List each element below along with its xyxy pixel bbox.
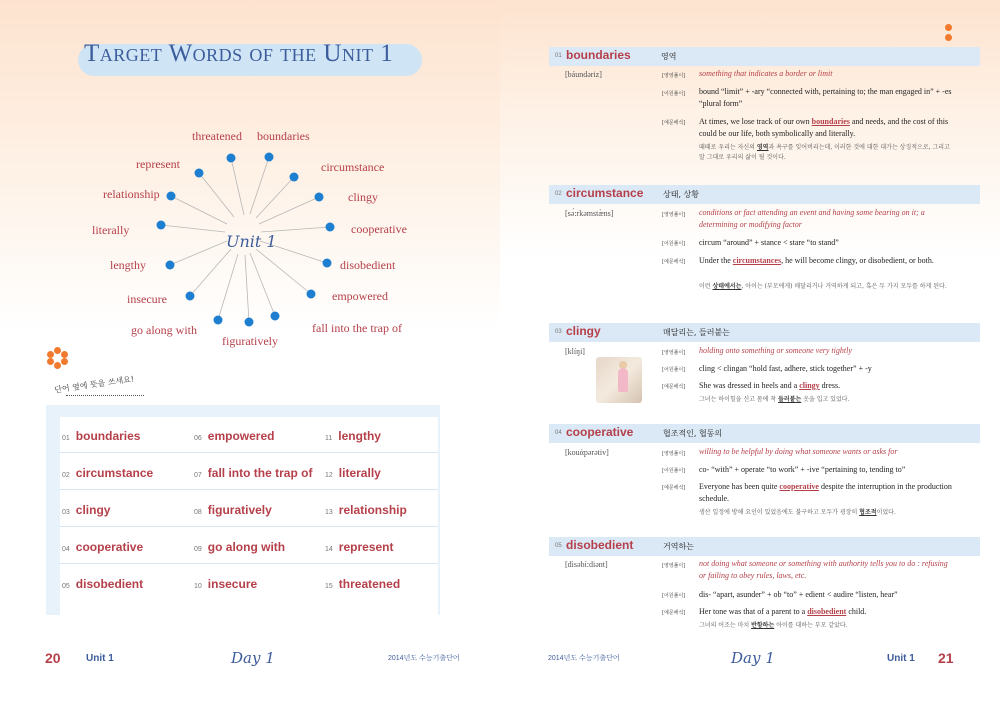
entry-korean: 매달리는, 들러붙는 <box>663 328 730 337</box>
wheel-dot <box>195 169 204 178</box>
wheel-word: cooperative <box>351 222 407 236</box>
tag-example: [예문해석] <box>662 610 686 616</box>
tag-example: [예문해석] <box>662 384 686 390</box>
example-sentence: At times, we lose track of our own boundaries and needs, and the cost of this could be our life, both symbolically and literally. <box>699 117 949 138</box>
wheel-dot <box>290 173 299 182</box>
wheel-word: threatened <box>192 129 242 143</box>
page-number: 21 <box>938 650 954 666</box>
example-translation: 이런 상태에서는, 아이는 (부모에게) 매달리거나 거역하게 되고, 혹은 두 가지 모두를 하게 된다. <box>699 283 947 290</box>
wheel-word: fall into the trap of <box>312 321 402 335</box>
wheel-dot <box>227 154 236 163</box>
word-item: 15 threatened <box>325 577 401 591</box>
word-item: 10 insecure <box>194 577 258 591</box>
entry-header <box>549 47 980 66</box>
entry-header <box>549 424 980 443</box>
entry-word: boundaries <box>566 48 631 62</box>
entry-korean: 상태, 상황 <box>663 190 699 199</box>
word-item: 03 clingy <box>62 503 111 517</box>
tag-definition: [영영풀이] <box>662 212 686 218</box>
word-item: 06 empowered <box>194 429 275 443</box>
example-translation: 생산 일정에 방해 요인이 있었음에도 불구하고 모두가 굉장히 협조적이었다. <box>699 509 896 516</box>
example-sentence: Under the circumstances, he will become clingy, or disobedient, or both. <box>699 256 934 265</box>
entry-korean: 거역하는 <box>663 542 694 551</box>
example-translation: 그녀는 하이힐을 신고 몸에 착 들러붙는 옷을 입고 있었다. <box>699 396 850 403</box>
word-wheel <box>0 0 500 380</box>
footer-book-title: 2014년도 수능기출단어 <box>548 655 620 662</box>
etymology: cling < clingan “hold fast, adhere, stick together” + -y <box>699 364 872 373</box>
word-item: 07 fall into the trap of <box>194 466 313 480</box>
word-item: 05 disobedient <box>62 577 144 591</box>
entry-word: cooperative <box>566 425 634 439</box>
footer-day: Day 1 <box>731 649 775 667</box>
footer-unit: Unit 1 <box>887 653 915 664</box>
tag-definition: [영영풀이] <box>662 350 686 356</box>
instruction-text: 단어 옆에 뜻을 쓰세요! <box>53 374 135 395</box>
word-list-row <box>60 417 438 453</box>
footer-day: Day 1 <box>231 649 275 667</box>
pronunciation: [sə́:rkəmstæ̀ns] <box>565 209 614 218</box>
entry-header <box>549 323 980 342</box>
wheel-word: clingy <box>348 190 378 204</box>
pronunciation: [kouάpərətiv] <box>565 448 609 457</box>
wheel-word: figuratively <box>222 334 278 348</box>
example-translation: 그녀의 어조는 마치 반항하는 아이를 대하는 부모 같았다. <box>699 622 848 629</box>
wheel-word: literally <box>92 223 130 237</box>
word-item: 04 cooperative <box>62 540 144 554</box>
entry-header <box>549 185 980 204</box>
entry-number: 04 <box>555 430 562 436</box>
wheel-word: circumstance <box>321 160 385 174</box>
entry-number: 03 <box>555 329 562 335</box>
tag-etymology: [어원풀이] <box>662 468 686 474</box>
wheel-dot <box>326 223 335 232</box>
tag-example: [예문해석] <box>662 485 686 491</box>
definition: something that indicates a border or limit <box>699 69 833 78</box>
footer-unit: Unit 1 <box>86 653 114 664</box>
word-item: 08 figuratively <box>194 503 272 517</box>
page-title: Target Words of the Unit 1 <box>84 40 394 67</box>
wheel-dot <box>167 192 176 201</box>
word-list-row <box>60 528 438 564</box>
pronunciation: [báundəriz] <box>565 70 602 79</box>
word-item: 11 lengthy <box>325 429 381 443</box>
wheel-dot <box>265 153 274 162</box>
wheel-dot <box>323 259 332 268</box>
example-sentence: Everyone has been quite cooperative despite the interruption in the production schedule. <box>699 482 952 503</box>
definition: not doing what someone or something with authority tells you to do : refusing or failing to obey rules, laws, etc. <box>699 559 948 580</box>
photo-figure-dress <box>618 368 628 392</box>
entry-korean: 영역 <box>661 52 677 61</box>
wheel-dot <box>157 221 166 230</box>
pronunciation: [klíŋi] <box>565 347 585 356</box>
etymology: co- “with” + operate “to work” + -ive “pertaining to, tending to” <box>699 465 906 474</box>
entry-number: 05 <box>555 543 562 549</box>
entry-number: 02 <box>555 191 562 197</box>
wheel-word: boundaries <box>257 129 310 143</box>
entry-word: circumstance <box>566 186 644 200</box>
tag-etymology: [어원풀이] <box>662 367 686 373</box>
footer-book-title: 2014년도 수능기출단어 <box>388 655 460 662</box>
wheel-word: lengthy <box>110 258 146 272</box>
tag-etymology: [어원풀이] <box>662 91 686 97</box>
wheel-word: relationship <box>103 187 160 201</box>
word-list-row <box>60 565 438 600</box>
wheel-center-label: Unit 1 <box>226 232 277 251</box>
tag-etymology: [어원풀이] <box>662 593 686 599</box>
tag-definition: [영영풀이] <box>662 451 686 457</box>
word-item: 02 circumstance <box>62 466 154 480</box>
wheel-word: disobedient <box>340 258 396 272</box>
wheel-dot <box>214 316 223 325</box>
entry-word: clingy <box>566 324 601 338</box>
wheel-dot <box>166 261 175 270</box>
entry-number: 01 <box>555 53 562 59</box>
example-sentence: Her tone was that of a parent to a disobedient child. <box>699 607 867 616</box>
etymology: bound “limit” + -ary “connected with, pertaining to; the man engaged in” + -es “plural form” <box>699 87 952 108</box>
tag-etymology: [어원풀이] <box>662 241 686 247</box>
word-item: 01 boundaries <box>62 429 141 443</box>
example-translation: 때때로 우리는 자신의 영역과 욕구를 잊어버리는데, 이러한 것에 대한 대가는 상징적으로, 그리고 말 그대로 우리의 삶이 될 것이다. <box>699 144 950 161</box>
definition: willing to be helpful by doing what someone wants or asks for <box>699 447 898 456</box>
page-number: 20 <box>45 650 61 666</box>
tag-example: [예문해석] <box>662 259 686 265</box>
entry-korean: 협조적인, 협동의 <box>663 429 723 438</box>
word-item: 09 go along with <box>194 540 286 554</box>
entry-header <box>549 537 980 556</box>
entry-word: disobedient <box>566 538 634 552</box>
wheel-dot <box>186 292 195 301</box>
wheel-word: insecure <box>127 292 167 306</box>
etymology: dis- “apart, asunder” + ob “to” + edient < audire “listen, hear” <box>699 590 898 599</box>
definition: holding onto something or someone very tightly <box>699 346 852 355</box>
wheel-dot <box>271 312 280 321</box>
tag-definition: [영영풀이] <box>662 563 686 569</box>
tag-example: [예문해석] <box>662 120 686 126</box>
wheel-dot <box>245 318 254 327</box>
word-item: 14 represent <box>325 540 394 554</box>
flower-icon <box>47 347 69 369</box>
wheel-dot <box>307 290 316 299</box>
etymology: circum “around” + stance < stare “to stand” <box>699 238 839 247</box>
pronunciation: [dìsəbí:diənt] <box>565 560 608 569</box>
dots-icon <box>945 24 967 46</box>
wheel-word: go along with <box>131 323 197 337</box>
wheel-dot <box>315 193 324 202</box>
word-list-row <box>60 454 438 490</box>
example-sentence: She was dressed in heels and a clingy dress. <box>699 381 841 390</box>
wheel-word: empowered <box>332 289 388 303</box>
word-item: 12 literally <box>325 466 381 480</box>
word-item: 13 relationship <box>325 503 407 517</box>
wheel-word: represent <box>136 157 180 171</box>
definition: conditions or fact attending an event and having some bearing on it; a determining or modifying factor <box>699 208 925 229</box>
word-list-row <box>60 491 438 527</box>
dotted-arrow <box>66 395 144 396</box>
tag-definition: [영영풀이] <box>662 73 686 79</box>
